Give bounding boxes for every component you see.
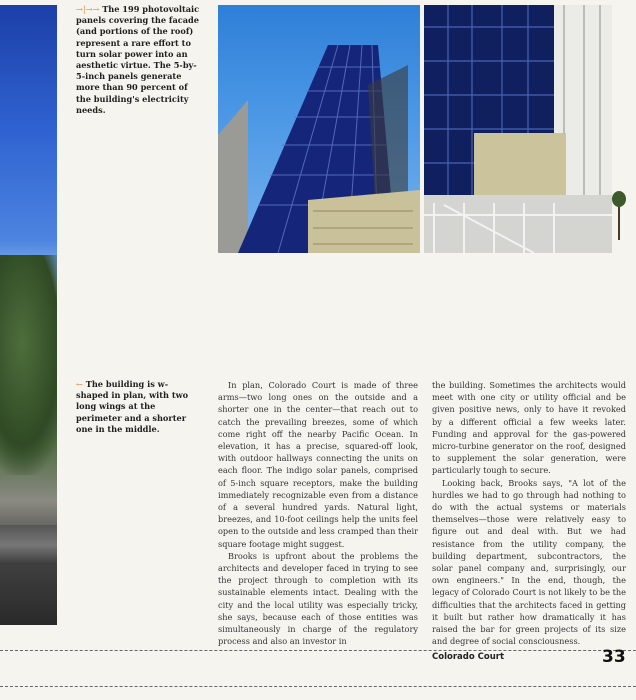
paragraph: In plan, Colorado Court is made of three arms—two long ones on the outside and a shorter one in the center—that reach out to catch the prevailing breezes, some of which come right off the nearby Pacific Ocean. In elevation, it has a precise, squared-off look, with outdoor hallways connecting the units on each floor. The indigo solar panels, comprised of 5-inch square receptors, make the building immediately recognizable even from a distance of a several hundred yards. Natural light, breezes, and 10-foot ceilings help the units feel open to the outside and less cramped than their square footage might suggest. <box>218 380 418 549</box>
tower-photo <box>218 5 420 253</box>
running-footer-title: Colorado Court <box>432 652 505 662</box>
paragraph: the building. Sometimes the architects would meet with one city or utility official and be given positive news, only to have it revoked by a different official a few weeks later. Funding and approval for the gas-powered micro-turbine generator on the roof, designed to supplement the solar generation, were particularly tough to secure. <box>432 380 626 476</box>
caption-plan <box>76 379 196 435</box>
page-number: 33 <box>602 647 626 667</box>
caption-text: The 199 photovoltaic panels covering the facade (and portions of the roof) represent a rare effort to turn solar power into an aesthetic virtue. The 5-by-5-inch panels generate more than 90 percent of the building's electricity needs. <box>76 4 200 115</box>
paragraph: Looking back, Brooks says, "A lot of the hurdles we had to go through had nothing to do with the actual systems or materials themselves—those were relatively easy to figure out and deal with. But we had resistance from the utility company, the building department, subcontractors, the solar panel company and, surprisingly, our own engineers." In the end, though, the legacy of Colorado Court is not likely to be the difficulties that the architects faced in getting it built but rather how dramatically it has raised the bar for green projects of its size and degree of social consciousness. <box>432 477 626 647</box>
body-column-2 <box>432 379 626 647</box>
caption-arrow-icon: ← <box>76 379 83 389</box>
palm-tree-image <box>612 190 626 240</box>
road-image <box>0 525 57 565</box>
caption-solar-panels <box>76 4 200 116</box>
facade-photo <box>424 5 612 253</box>
body-column-1 <box>218 379 418 647</box>
caption-text: The building is w-shaped in plan, with two long wings at the perimeter and a shorter one in the middle. <box>76 379 189 434</box>
footer-rule-bottom <box>0 686 636 687</box>
footer-rule-top <box>0 650 636 651</box>
tree-image <box>0 255 57 475</box>
caption-arrow-icon: →|→→ <box>76 4 100 14</box>
paragraph: Brooks is upfront about the problems the architects and developer faced in trying to see the project through to completion with its sustainable elements intact. Dealing with the city and the local utility was especially tricky, she says, because each of those entities was simultaneously in charge of the regulatory process and also an investor in <box>218 550 418 647</box>
left-photo-strip <box>0 5 57 625</box>
